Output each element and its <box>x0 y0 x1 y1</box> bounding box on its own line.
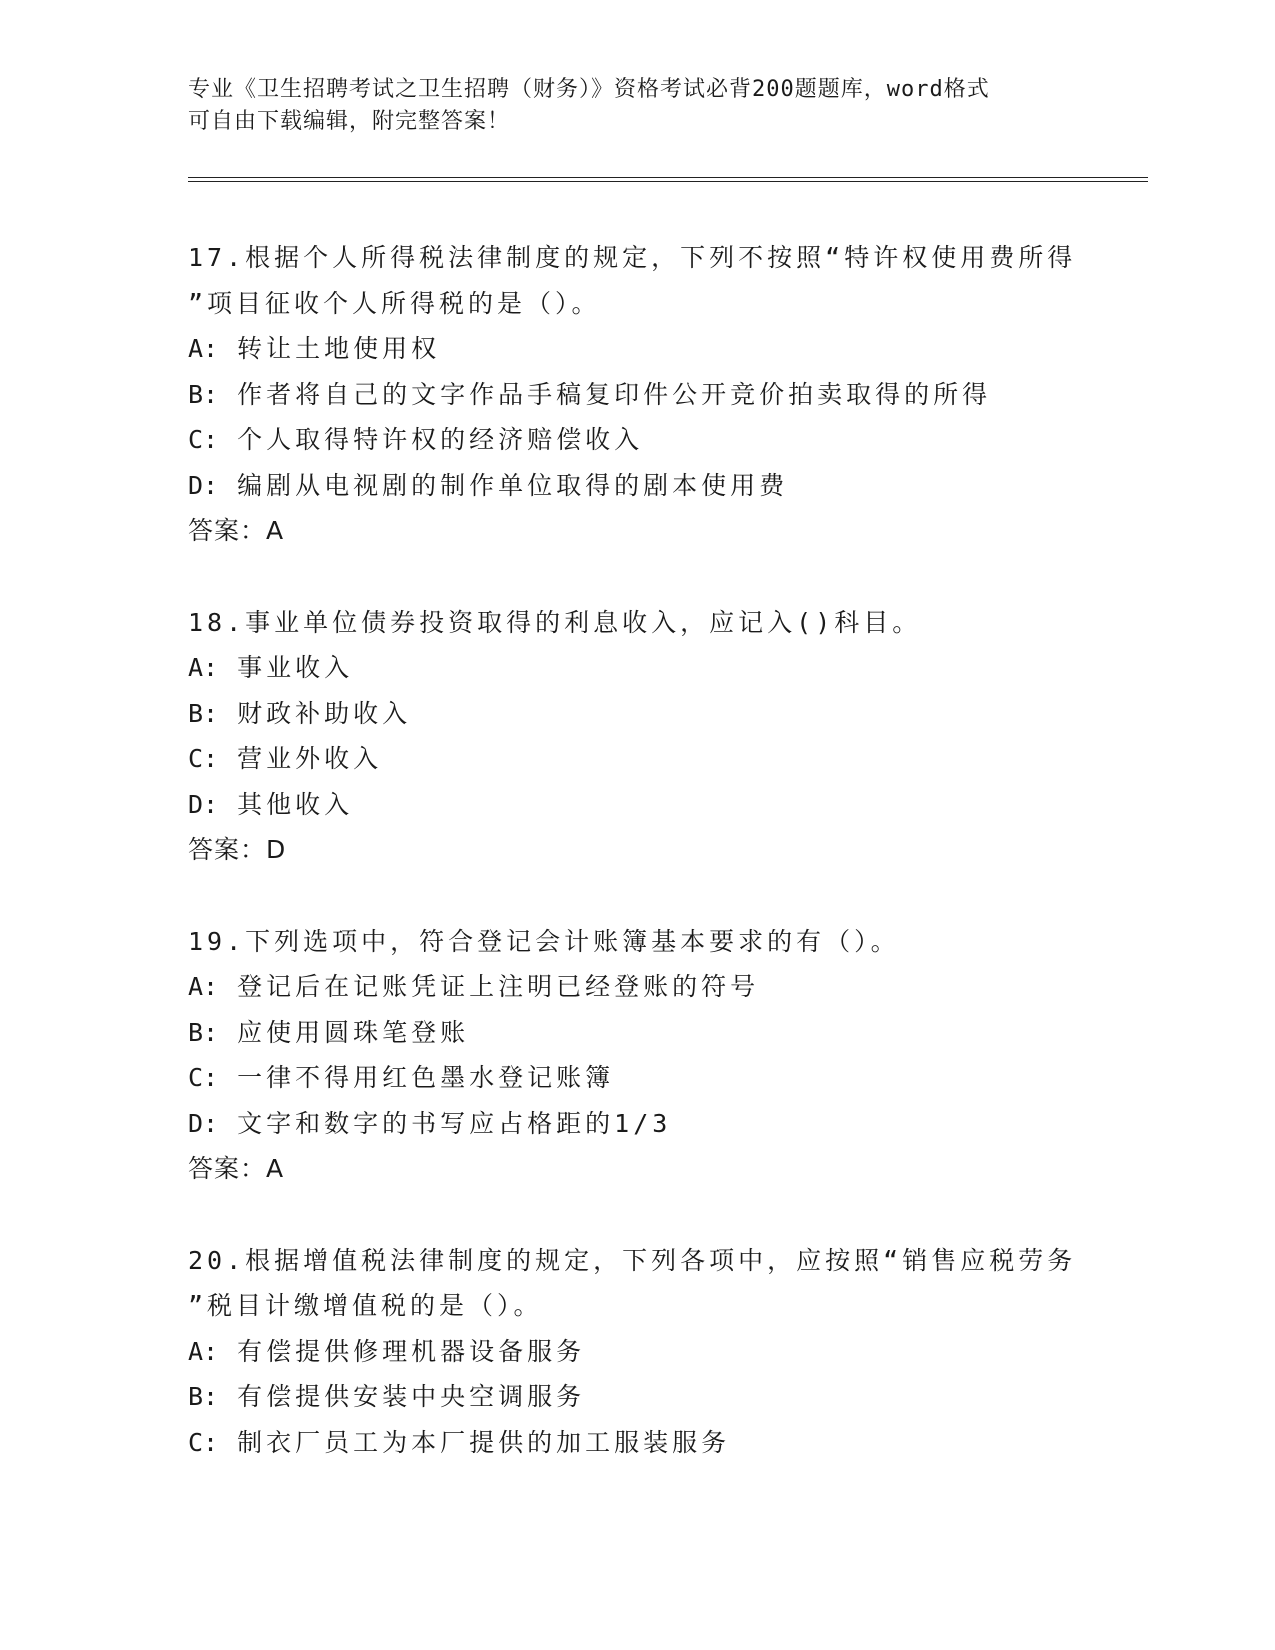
option-label: A: <box>188 653 219 682</box>
question-block <box>188 919 1088 1192</box>
question-stem: ”项目征收个人所得税的是（）。 <box>188 288 601 318</box>
answer-option <box>188 372 1088 418</box>
question-stem: 20.根据增值税法律制度的规定，下列各项中，应按照“销售应税劳务 <box>188 1245 1077 1275</box>
option-text: 有偿提供修理机器设备服务 <box>237 1336 586 1366</box>
answer-option <box>188 1055 1088 1101</box>
option-label: B: <box>188 379 219 409</box>
option-text: 转让土地使用权 <box>237 334 441 363</box>
answer-key: 答案：A <box>188 1154 285 1183</box>
option-label: C: <box>188 425 219 454</box>
question-stem: 19.下列选项中，符合登记会计账簿基本要求的有（）。 <box>188 926 900 956</box>
option-label: B: <box>188 1382 219 1411</box>
option-text: 登记后在记账凭证上注明已经登账的符号 <box>237 972 760 1001</box>
question-block <box>188 1238 1088 1466</box>
answer-option <box>188 964 1088 1010</box>
answer-key: 答案：A <box>188 516 285 545</box>
answer-option <box>188 463 1088 509</box>
option-text: 作者将自己的文字作品手稿复印件公开竞价拍卖取得的所得 <box>237 379 992 409</box>
answer-option <box>188 1374 1088 1420</box>
option-label: A: <box>188 972 219 1001</box>
header-line-1: 专业《卫生招聘考试之卫生招聘（财务）》资格考试必背200题题库，word格式 <box>188 77 990 102</box>
answer-option <box>188 326 1088 372</box>
answer-option <box>188 736 1088 782</box>
option-text: 制衣厂员工为本厂提供的加工服装服务 <box>237 1427 731 1457</box>
option-label: B: <box>188 698 219 728</box>
answer-option <box>188 691 1088 737</box>
option-text: 个人取得特许权的经济赔偿收入 <box>237 425 644 454</box>
option-label: D: <box>188 1108 219 1138</box>
header-divider-top <box>188 177 1148 178</box>
answer-option <box>188 1420 1088 1466</box>
answer-option <box>188 1010 1088 1056</box>
question-block <box>188 235 1088 554</box>
option-label: A: <box>188 1336 219 1366</box>
document-header <box>188 74 1088 138</box>
option-label: A: <box>188 334 219 363</box>
question-stem: ”税目计缴增值税的是（）。 <box>188 1291 543 1320</box>
question-list <box>188 235 1088 1511</box>
question-stem: 18.事业单位债券投资取得的利息收入，应记入()科目。 <box>188 607 922 637</box>
question-block <box>188 600 1088 873</box>
option-text: 一律不得用红色墨水登记账簿 <box>237 1063 615 1092</box>
option-text: 营业外收入 <box>237 744 383 773</box>
option-text: 有偿提供安装中央空调服务 <box>237 1382 586 1411</box>
option-label: D: <box>188 470 219 500</box>
question-stem: 17.根据个人所得税法律制度的规定，下列不按照“特许权使用费所得 <box>188 243 1077 272</box>
option-text: 文字和数字的书写应占格距的1/3 <box>237 1108 672 1138</box>
option-label: C: <box>188 1063 219 1092</box>
answer-option <box>188 645 1088 691</box>
answer-option <box>188 1329 1088 1375</box>
option-text: 事业收入 <box>237 653 354 682</box>
option-text: 财政补助收入 <box>237 698 412 728</box>
option-label: B: <box>188 1017 219 1047</box>
answer-option <box>188 782 1088 828</box>
option-text: 其他收入 <box>237 789 354 819</box>
header-divider-bottom <box>188 181 1148 182</box>
answer-option <box>188 1101 1088 1147</box>
header-line-2: 可自由下载编辑，附完整答案！ <box>188 109 511 134</box>
option-text: 编剧从电视剧的制作单位取得的剧本使用费 <box>237 470 789 500</box>
option-label: D: <box>188 789 219 819</box>
option-label: C: <box>188 744 219 773</box>
answer-option <box>188 417 1088 463</box>
option-text: 应使用圆珠笔登账 <box>237 1017 470 1047</box>
option-label: C: <box>188 1427 219 1457</box>
answer-key: 答案：D <box>188 835 287 864</box>
